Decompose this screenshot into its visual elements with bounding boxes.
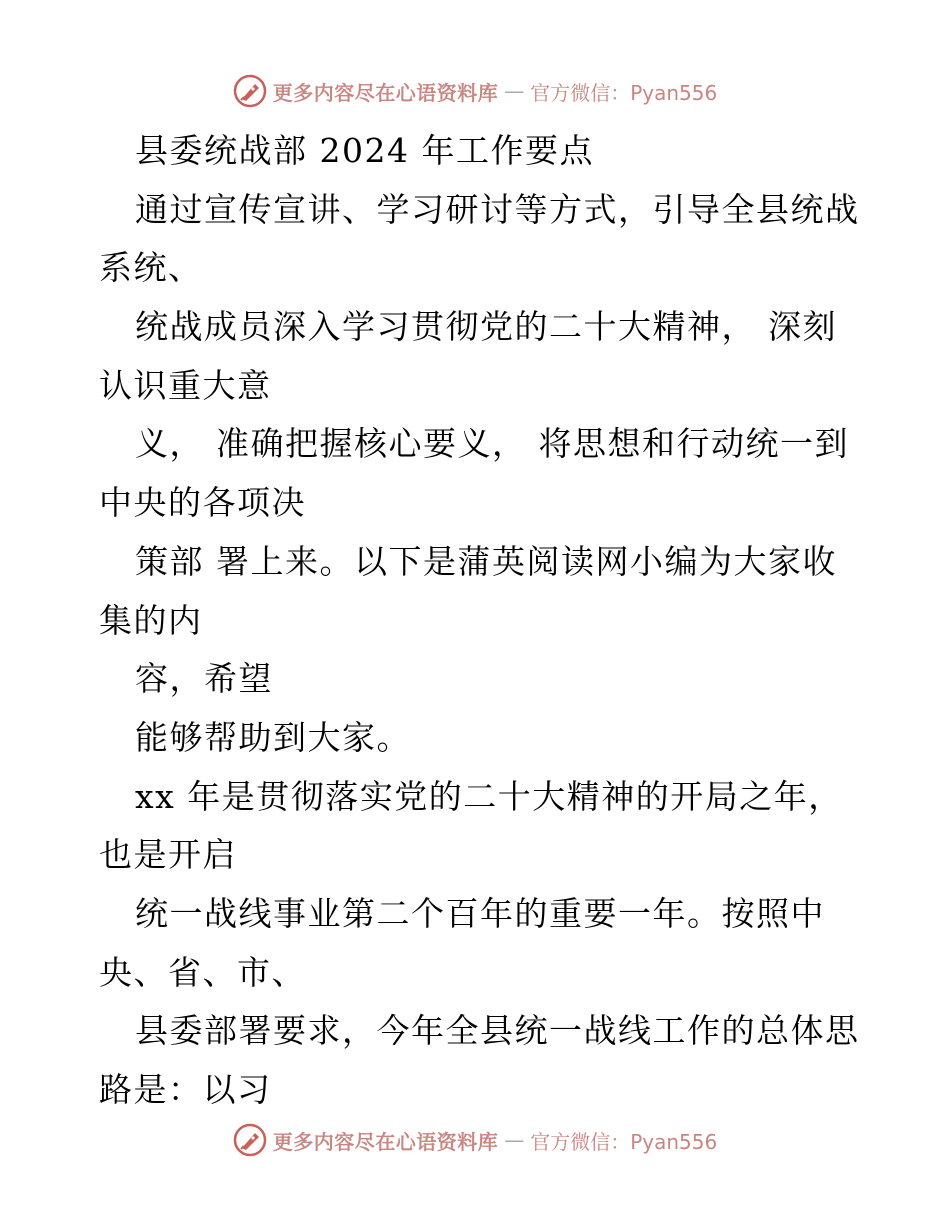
document-title: 县委统战部 2024 年工作要点 <box>135 131 594 170</box>
header-watermark <box>0 71 950 111</box>
text-line: xx 年是贯彻落实党的二十大精神的开局之年， <box>135 776 843 816</box>
watermark-group <box>233 1123 718 1157</box>
text-line: 县委部署要求，今年全县统一战线工作的总体思 <box>135 1011 860 1051</box>
footer-watermark <box>0 1120 950 1160</box>
text-line: 能够帮助到大家。 <box>135 717 411 757</box>
text-line: 容，希望 <box>135 659 273 699</box>
text-line: 中央的各项决 <box>99 483 306 523</box>
text-line: 义， 准确把握核心要义， 将思想和行动统一到 <box>135 424 849 464</box>
text-line: 集的内 <box>99 600 203 640</box>
watermark-contact: 官方微信：Pyan556 <box>530 1129 718 1154</box>
text-line: 央、省、市、 <box>99 952 306 992</box>
watermark-separator: — <box>504 79 525 103</box>
watermark-separator: — <box>504 1128 525 1152</box>
text-line: 也是开启 <box>99 835 237 875</box>
watermark-contact: 官方微信：Pyan556 <box>530 80 718 105</box>
text-line: 统一战线事业第二个百年的重要一年。按照中 <box>135 893 825 933</box>
text-line: 认识重大意 <box>99 365 272 405</box>
watermark-group <box>233 74 718 108</box>
watermark-text: 更多内容尽在心语资料库 <box>272 1129 499 1154</box>
text-line: 统战成员深入学习贯彻党的二十大精神， 深刻 <box>135 307 837 347</box>
text-line: 路是：以习 <box>99 1070 272 1109</box>
watermark-text: 更多内容尽在心语资料库 <box>272 80 499 105</box>
text-line: 系统、 <box>99 248 203 288</box>
document-body <box>99 122 859 1120</box>
pen-nib-logo-icon <box>233 1123 267 1157</box>
text-line: 通过宣传宣讲、学习研讨等方式，引导全县统战 <box>135 189 860 229</box>
text-line: 策部 署上来。以下是蒲英阅读网小编为大家收 <box>135 541 837 581</box>
pen-nib-logo-icon <box>233 74 267 108</box>
